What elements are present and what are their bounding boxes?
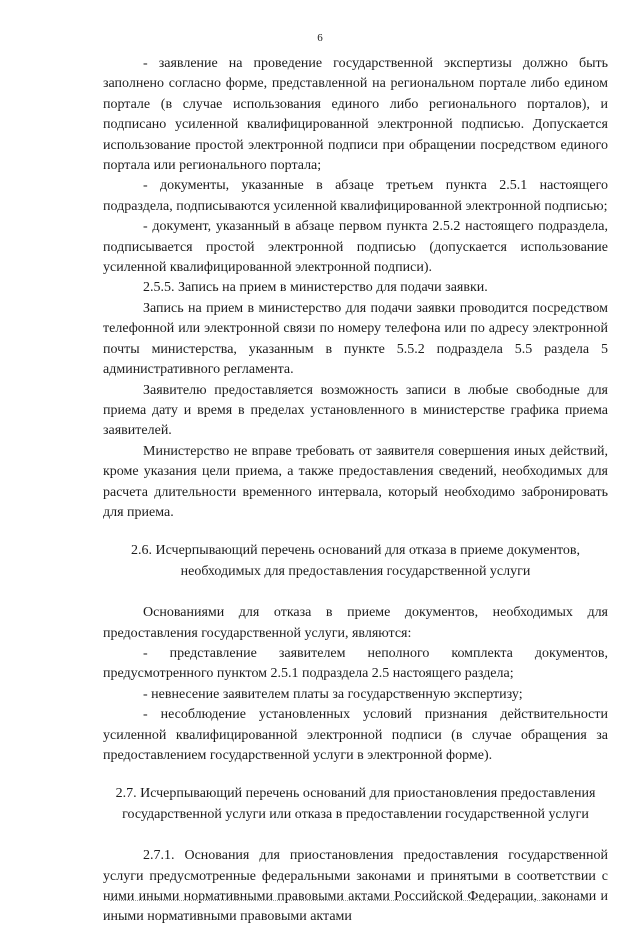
document-body bbox=[103, 54, 608, 928]
paragraph-unpaid-fee: - невнесение заявителем платы за государственную экспертизу; bbox=[143, 686, 523, 702]
paragraph-invalid-signature: - несоблюдение установленных условий признания действительности усиленной квалифицированной электронной подписи (в случае обращения за предоставлением государственной услуги в электронной форме). bbox=[103, 707, 608, 763]
paragraph-document-simple-signature: - документ, указанный в абзаце первом пункта 2.5.2 настоящего подраздела, подписывается простой электронной подписью (допускается использование усиленной квалифицированной электронной подписи). bbox=[103, 219, 608, 276]
paragraph-application-signature: - заявление на проведение государственной экспертизы должно быть заполнено согласно форме, представленной на региональном портале либо едином портале (в случае использования единого либо регионального порталов), и подписано усиленной квалифицированной электронной подписью. Допускается использование простой электронной подписи при обращении посредством единого портала или регионального портала; bbox=[103, 56, 608, 174]
page-number: 6 bbox=[317, 32, 323, 44]
section-heading-2-7: 2.7. Исчерпывающий перечень оснований для приостановления предоставления государственной услуги или отказа в предоставлении государственной услуги bbox=[115, 786, 596, 822]
paragraph-ministry-restrictions: Министерство не вправе требовать от заявителя совершения иных действий, кроме указания цели приема, а также предоставления сведений, необходимых для расчета длительности временного интервала, который необходимо забронировать для приема. bbox=[103, 443, 608, 520]
section-heading-2-6: 2.6. Исчерпывающий перечень оснований для отказа в приеме документов, необходимых для предоставления государственной услуги bbox=[131, 543, 580, 579]
paragraph-2-5-5-title: 2.5.5. Запись на прием в министерство для подачи заявки. bbox=[143, 280, 488, 296]
paragraph-2-7-1: 2.7.1. Основания для приостановления предоставления государственной услуги предусмотренные федеральными законами и принятыми в соответствии с ними иными нормативными правовыми актами Российской Федерации, законами и иными нормативными правовыми актами bbox=[103, 848, 608, 925]
paragraph-refusal-grounds-intro: Основаниями для отказа в приеме документов, необходимых для предоставления государственной услуги, являются: bbox=[103, 605, 608, 641]
bottom-edge-rule bbox=[110, 900, 590, 901]
paragraph-appointment-choice: Заявителю предоставляется возможность записи в любые свободные для приема дату и время в пределах установленного в министерстве графика приема заявителей. bbox=[103, 382, 608, 439]
paragraph-documents-signature: - документы, указанные в абзаце третьем пункта 2.5.1 настоящего подраздела, подписываются усиленной квалифицированной электронной подписью; bbox=[103, 178, 608, 214]
paragraph-incomplete-documents: - представление заявителем неполного комплекта документов, предусмотренного пунктом 2.5.1 подраздела 2.5 настоящего раздела; bbox=[103, 645, 608, 682]
paragraph-appointment-procedure: Запись на прием в министерство для подачи заявки проводится посредством телефонной или электронной связи по номеру телефона или по адресу электронной почты министерства, указанным в пункте 5.5.2 подраздела 5.5 раздела 5 административного регламента. bbox=[103, 300, 608, 378]
